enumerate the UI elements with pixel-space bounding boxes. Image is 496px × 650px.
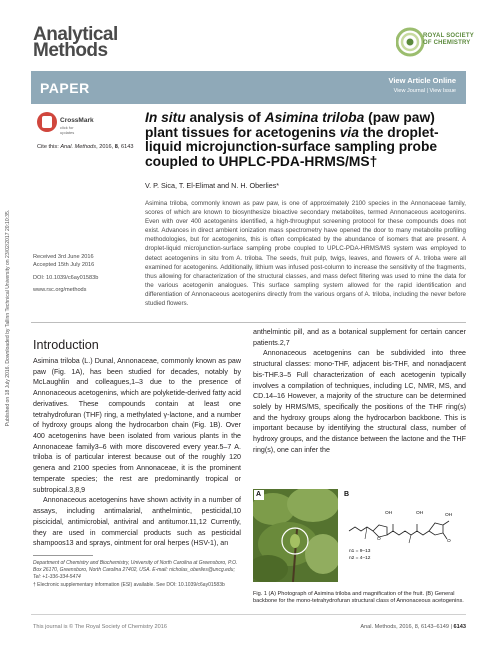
footnote-divider: [33, 555, 93, 556]
abstract-divider: [31, 322, 466, 323]
article-type-banner: [31, 71, 466, 104]
title-in-situ: In situ: [145, 110, 186, 125]
n1-range: n1 = 9–13: [349, 549, 371, 554]
esi-footnote[interactable]: † Electronic supplementary information (ESI) available. See DOI: 10.1039/c6ay01583b: [33, 581, 225, 588]
title-via: via: [339, 124, 359, 140]
title-part: analysis of: [185, 110, 265, 125]
abstract: Asimina triloba, commonly known as paw paw, is one of approximately 2100 species in the Annonaceae family, scores of which are known to biosynthesize bioactive secondary metabolites, termed Annonaceous acetogenins. Even with over 400 acetogenins identified, a high-throughput screening protocol for these compounds does not exist. Advances in direct ambient ionization mass spectrometry have opened the door to many metabolite profiling methodologies, but for acetogenins, this is often complicated by the abundance of isomers that are present. A droplet-liquid microjunction-surface sampling probe coupled to UPLC-PDA-HRMS/MS system was employed to detect acetogenins in situ from A. triloba. The seeds, fruit pulp, twigs, leaves, and flowers of A. triloba were all examined for acetogenins. Additionally, lithium was infused post-column to increase the sensitivity of the fragments, thus allowing for characterization of the structural classes, and mass defect filtering was used to mine the data for the various acetogenin analogues. This surface sampling system allowed for the rapid identification and differentiation of Annonaceous acetogenins directly from the various organs of A. triloba, including the never before studied flowers.: [145, 200, 466, 308]
publisher-name: [423, 33, 474, 47]
article-title: [145, 111, 465, 169]
pawpaw-photo: [253, 489, 338, 582]
body-paragraph: Annonaceous acetogenins can be subdivided into three structural classes: mono-THF, adjacent bis-THF, and nonadjacent bis-THF.3–5 Full characterization of each acetogenin typically involves a compilation of techniques, including LC, NMR, MS, and CD.14–16 However, a majority of the structure can be determined solely by HRMS/MS, specifically the positions of the THF ring(s) and the hydroxy groups along the hydrocarbon backbone. This is important because by identifying the structural class, number of hydroxy groups, and the distance between the lactone and the THF ring(s), one can infer the: [253, 349, 466, 454]
crossmark-sub: click for updates: [60, 125, 75, 135]
cite-journal: Anal. Methods: [60, 144, 97, 150]
view-article-online-link[interactable]: View Article Online: [388, 76, 456, 85]
title-part: the droplet-liquid microjunction-surface sampling probe coupled to UHPLC-PDA-HRMS/MS†: [145, 124, 439, 169]
crossmark-badge[interactable]: [37, 112, 94, 138]
cite-pages: , 6143: [117, 144, 134, 150]
section-heading-introduction: Introduction: [33, 338, 99, 352]
hydroxyl-label: OH: [385, 511, 393, 516]
oxygen-label: O: [447, 539, 451, 544]
body-column-right: [253, 327, 466, 456]
received-date: Received 3rd June 2016: [33, 254, 94, 260]
body-paragraph: Annonaceous acetogenins have shown activity in a number of assays, including antimalarial, anthelmintic, pesticidal,10 piscicidal, antimicrobial, antiviral and antitumor.11,12 Currently, they are used in commercial products such as pesticidal shampoos13 and sprays, ointment for oral herpes (HSV-1), an: [33, 496, 241, 548]
structure-diagram: [343, 489, 466, 584]
citation-line: [37, 144, 133, 150]
page-citation-text: Anal. Methods, 2016, 8, 6143–6149 |: [360, 624, 454, 630]
page-citation: [360, 624, 466, 630]
figure-caption: Fig. 1 (A) Photograph of Asimina triloba and magnification of the fruit. (B) General backbone for the mono-tetrahydrofuran structural class of Annonaceous acetogenins.: [253, 591, 464, 605]
title-species: Asimina triloba: [264, 110, 365, 125]
view-journal-issue-links[interactable]: View Journal | View Issue: [393, 88, 456, 94]
journal-website-link[interactable]: www.rsc.org/methods: [33, 286, 87, 293]
affiliation-footnote: Department of Chemistry and Biochemistry, University of North Carolina at Greensboro, P.O. Box 26170, Greensboro, North Carolina 27402, USA. E-mail: nicholas_oberlies@uncg.edu; Tel: +1-336-334-5474: [33, 560, 238, 581]
hydroxyl-label: OH: [445, 513, 453, 518]
n2-range: n2 = 4–12: [349, 556, 371, 561]
cite-year: , 2016,: [96, 144, 115, 150]
publisher-name-line2: OF CHEMISTRY: [423, 40, 471, 46]
hydroxyl-label: OH: [416, 511, 424, 516]
author-list: V. P. Sica, T. El-Elimat and N. H. Oberlies*: [145, 181, 280, 190]
crossmark-icon: [37, 112, 57, 132]
journal-name-line2: Methods: [33, 40, 108, 61]
download-notice-text: Published on 18 July 2016. Downloaded by Tallinn Technical University on 23/02/2017 20:10:35.: [5, 209, 11, 427]
journal-name-line1: Analytical: [33, 24, 118, 45]
accepted-date: Accepted 15th July 2016: [33, 262, 95, 269]
body-paragraph: Asimina triloba (L.) Dunal, Annonaceae, commonly known as paw paw (Fig. 1A), has been studied for decades, notably by McLaughlin and colleagues,1–3 due to the presence of Annonaceous acetogenins, which are polyketide-derived fatty acid derivatives. These compounds contain at least one tetrahydrofuran (THF) ring, a methylated γ-lactone, and a number of hydroxy groups along the hydrocarbon chain (Fig. 1B). Over 400 acetogenins have been isolated from various plants in the Annonaceae family3–6 with more discovered every year.5–7 A. triloba is of particular interest because out of the roughly 120 genera and 2100 species from Annonaceae, it is the prominent temperate species; the rest are predominantly tropical or subtropical.3,8,9: [33, 357, 241, 494]
oxygen-label: O: [377, 537, 381, 542]
copyright-notice: This journal is © The Royal Society of Chemistry 2016: [33, 624, 167, 630]
figure-label-a: A: [256, 491, 262, 498]
cite-label: Cite this:: [37, 144, 59, 150]
cite-volume: 8: [114, 144, 118, 150]
footnotes: [33, 560, 241, 589]
title-part: (paw paw) plant tissues for acetogenins: [145, 110, 435, 140]
publisher-name-line1: ROYAL SOCIETY: [423, 33, 474, 39]
journal-name: [33, 24, 118, 61]
figure-1: [253, 489, 466, 584]
footer-divider: [31, 614, 466, 615]
acetogenin-structure: [343, 489, 466, 584]
doi[interactable]: DOI: 10.1039/c6ay01583b: [33, 274, 99, 281]
article-meta: [33, 253, 133, 294]
figure-label-b: B: [344, 491, 350, 498]
crossmark-label: CrossMark: [60, 117, 94, 124]
page-number: 6143: [453, 624, 466, 630]
article-type: PAPER: [40, 80, 90, 96]
body-column-left: [33, 356, 241, 549]
body-paragraph: anthelmintic pill, and as a botanical supplement for certain cancer patients.2,7: [253, 328, 466, 347]
pawpaw-photo-image: [253, 489, 338, 582]
download-notice: [2, 178, 14, 464]
